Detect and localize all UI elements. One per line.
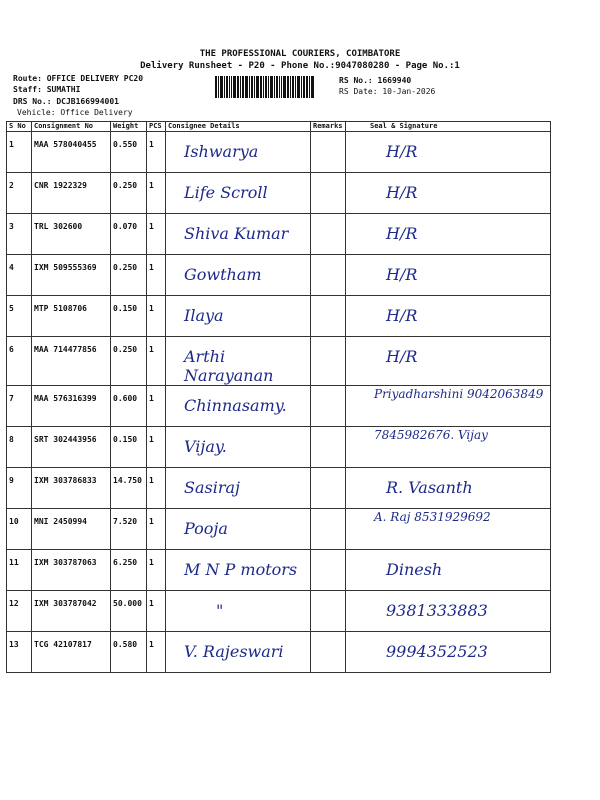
row-pcs: 1	[149, 222, 154, 231]
table-row	[7, 386, 551, 427]
row-weight: 0.250	[113, 263, 138, 272]
drs-number: DRS No.: DCJB166994001	[13, 97, 119, 106]
row-consignment: MTP 5108706	[34, 304, 87, 313]
row-consignment: IXM 509555369	[34, 263, 97, 272]
row-sno: 9	[9, 476, 14, 485]
row-consignee: Ishwarya	[184, 142, 259, 161]
row-sno: 12	[9, 599, 19, 608]
row-consignee: Chinnasamy.	[184, 396, 287, 415]
row-consignment: IXM 303787063	[34, 558, 97, 567]
row-signature: 7845982676. Vijay	[374, 428, 488, 442]
row-consignee: Sasiraj	[184, 478, 240, 497]
row-weight: 0.070	[113, 222, 138, 231]
row-remarks	[311, 591, 346, 632]
col-weight: Weight	[111, 122, 147, 132]
col-remarks: Remarks	[311, 122, 346, 132]
row-remarks	[311, 427, 346, 468]
row-consignee: M N P motors	[184, 560, 298, 579]
row-consignee: Vijay.	[184, 437, 227, 456]
row-sno: 4	[9, 263, 14, 272]
row-weight: 6.250	[113, 558, 138, 567]
row-consignment: CNR 1922329	[34, 181, 87, 190]
table-row	[7, 255, 551, 296]
row-pcs: 1	[149, 517, 154, 526]
row-remarks	[311, 386, 346, 427]
row-sno: 13	[9, 640, 19, 649]
row-pcs: 1	[149, 394, 154, 403]
row-consignment: MAA 576316399	[34, 394, 97, 403]
row-pcs: 1	[149, 140, 154, 149]
table-row	[7, 132, 551, 173]
row-consignment: TCG 42107817	[34, 640, 92, 649]
vehicle-label: Vehicle: Office Delivery	[17, 108, 133, 117]
row-weight: 0.580	[113, 640, 138, 649]
row-consignee: Gowtham	[184, 265, 262, 284]
table-row	[7, 214, 551, 255]
col-sno: S No	[7, 122, 32, 132]
row-pcs: 1	[149, 263, 154, 272]
row-remarks	[311, 132, 346, 173]
row-consignee: Arthi Narayanan	[184, 347, 274, 385]
col-consignee: Consignee Details	[166, 122, 311, 132]
row-consignment: MNI 2450994	[34, 517, 87, 526]
rs-number: RS No.: 1669940	[339, 76, 412, 85]
row-weight: 0.250	[113, 345, 138, 354]
row-consignment: MAA 714477856	[34, 345, 97, 354]
row-consignee: Life Scroll	[184, 183, 268, 202]
table-row	[7, 632, 551, 673]
row-remarks	[311, 214, 346, 255]
row-signature: R. Vasanth	[386, 478, 473, 497]
row-weight: 0.550	[113, 140, 138, 149]
row-remarks	[311, 255, 346, 296]
row-signature: H/R	[386, 183, 418, 202]
row-sno: 6	[9, 345, 14, 354]
rs-date: RS Date: 10-Jan-2026	[339, 87, 436, 96]
table-row	[7, 296, 551, 337]
row-pcs: 1	[149, 345, 154, 354]
row-sno: 11	[9, 558, 19, 567]
table-row	[7, 468, 551, 509]
row-consignment: IXM 303787042	[34, 599, 97, 608]
row-weight: 0.600	[113, 394, 138, 403]
row-signature: 9381333883	[386, 601, 488, 620]
row-sno: 10	[9, 517, 19, 526]
row-pcs: 1	[149, 181, 154, 190]
row-remarks	[311, 632, 346, 673]
table-row	[7, 509, 551, 550]
row-consignee: Shiva Kumar	[184, 224, 289, 243]
row-weight: 0.150	[113, 304, 138, 313]
staff-label: Staff: SUMATHI	[13, 85, 81, 94]
row-remarks	[311, 550, 346, 591]
row-sno: 8	[9, 435, 14, 444]
row-pcs: 1	[149, 599, 154, 608]
table-header-row	[7, 122, 551, 132]
row-consignment: MAA 578040455	[34, 140, 97, 149]
row-weight: 0.150	[113, 435, 138, 444]
runsheet-subtitle: Delivery Runsheet - P20 - Phone No.:9047080280 - Page No.:1	[140, 61, 460, 71]
row-sno: 5	[9, 304, 14, 313]
runsheet-table	[6, 121, 551, 673]
row-consignee: "	[216, 601, 224, 620]
row-pcs: 1	[149, 640, 154, 649]
table-row	[7, 173, 551, 214]
row-signature: 9994352523	[386, 642, 488, 661]
row-remarks	[311, 337, 346, 386]
row-consignment: IXM 303786833	[34, 476, 97, 485]
row-remarks	[311, 173, 346, 214]
row-signature: H/R	[386, 347, 418, 366]
row-consignment: TRL 302600	[34, 222, 83, 231]
table-row	[7, 337, 551, 386]
table-row	[7, 550, 551, 591]
row-pcs: 1	[149, 435, 154, 444]
row-signature: H/R	[386, 142, 418, 161]
row-remarks	[311, 468, 346, 509]
row-sno: 7	[9, 394, 14, 403]
table-row	[7, 427, 551, 468]
row-consignment: SRT 302443956	[34, 435, 97, 444]
row-sno: 1	[9, 140, 14, 149]
col-consignment: Consignment No	[32, 122, 111, 132]
row-consignee: V. Rajeswari	[184, 642, 284, 661]
row-weight: 7.520	[113, 517, 138, 526]
row-signature: Priyadharshini 9042063849	[374, 387, 544, 401]
row-signature: A. Raj 8531929692	[374, 510, 491, 524]
row-weight: 0.250	[113, 181, 138, 190]
row-remarks	[311, 296, 346, 337]
row-sno: 2	[9, 181, 14, 190]
row-signature: H/R	[386, 265, 418, 284]
col-pcs: PCS	[147, 122, 166, 132]
row-consignee: Pooja	[184, 519, 228, 538]
row-signature: H/R	[386, 224, 418, 243]
row-pcs: 1	[149, 476, 154, 485]
row-signature: H/R	[386, 306, 418, 325]
row-weight: 50.000	[113, 599, 142, 608]
row-consignee: Ilaya	[184, 306, 224, 325]
barcode	[215, 76, 335, 98]
row-sno: 3	[9, 222, 14, 231]
company-title: THE PROFESSIONAL COURIERS, COIMBATORE	[199, 49, 401, 59]
row-pcs: 1	[149, 304, 154, 313]
table-row	[7, 591, 551, 632]
row-pcs: 1	[149, 558, 154, 567]
row-weight: 14.750	[113, 476, 142, 485]
row-remarks	[311, 509, 346, 550]
col-seal: Seal & Signature	[346, 122, 551, 132]
route-label: Route: OFFICE DELIVERY PC20	[13, 74, 144, 83]
row-signature: Dinesh	[386, 560, 443, 579]
